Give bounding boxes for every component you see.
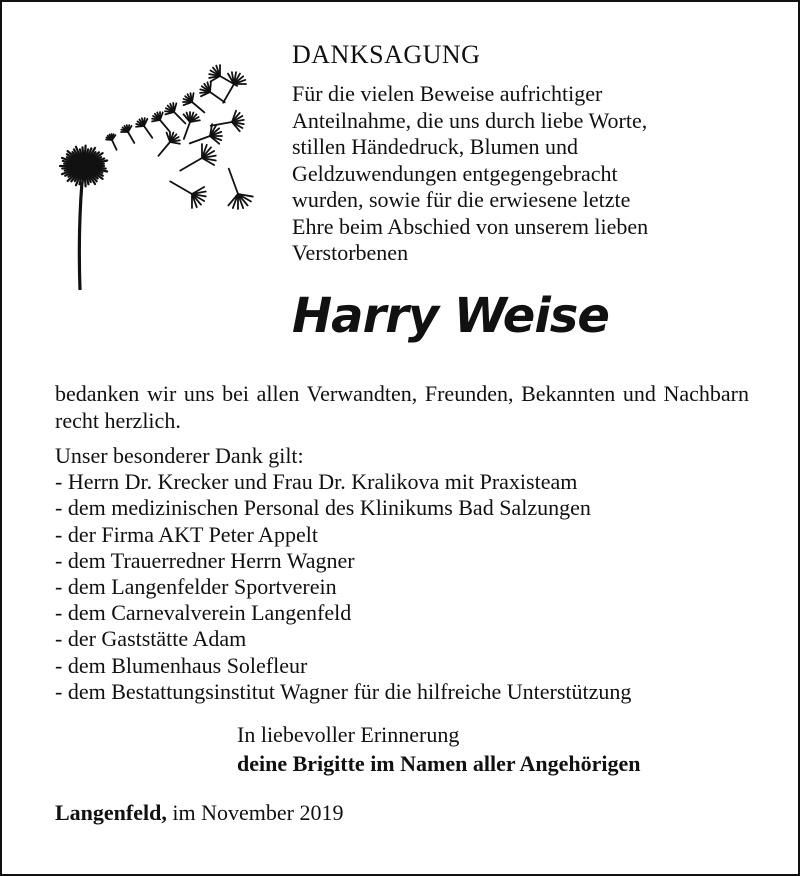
list-item: - dem Trauerredner Herrn Wagner	[55, 547, 355, 573]
list-item: - dem Carnevalverein Langenfeld	[55, 600, 352, 626]
list-item: - der Firma AKT Peter Appelt	[55, 521, 318, 547]
dandelion-icon	[52, 62, 262, 297]
list-item: - dem medizinischen Personal des Klinikums Bad Salzungen	[55, 495, 591, 521]
place-city: Langenfeld,	[55, 800, 167, 825]
intro-line: Verstorbenen	[292, 240, 409, 265]
intro-line: Geldzuwendungen entgegengebracht	[292, 160, 618, 186]
special-thanks-heading: Unser besonderer Dank gilt:	[55, 443, 304, 468]
closing-line: In liebevoller Erinnerung	[237, 722, 460, 747]
intro-line: stillen Händedruck, Blumen und	[292, 134, 578, 159]
list-item: - dem Blumenhaus Solefleur	[55, 652, 308, 678]
list-item: - Herrn Dr. Krecker und Frau Dr. Kralikova mit Praxisteam	[55, 469, 578, 495]
intro-line: wurden, sowie für die erwiesene letzte	[292, 187, 631, 212]
signature: deine Brigitte im Namen aller Angehörigen	[237, 751, 641, 776]
place-date	[55, 800, 343, 826]
list-item: - dem Bestattungsinstitut Wagner für die hilfreiche Unterstützung	[55, 678, 632, 704]
list-item: - der Gaststätte Adam	[55, 626, 247, 652]
intro-line: Für die vielen Beweise aufrichtiger	[292, 81, 603, 106]
intro-line: Ehre beim Abschied von unserem lieben	[292, 213, 649, 239]
special-thanks	[55, 443, 775, 705]
page-title: DANKSAGUNG	[292, 40, 481, 69]
intro-line: Anteilnahme, die uns durch liebe Worte,	[292, 107, 648, 133]
deceased-name: Harry Weise	[292, 288, 609, 344]
closing	[237, 720, 641, 778]
list-item: - dem Langenfelder Sportverein	[55, 574, 337, 600]
thanks-paragraph: bedanken wir uns bei allen Verwandten, Freunden, Bekannten und Nachbarn recht herzlich.	[55, 381, 749, 433]
intro-text	[292, 81, 772, 267]
place-date-text: im November 2019	[172, 800, 344, 825]
